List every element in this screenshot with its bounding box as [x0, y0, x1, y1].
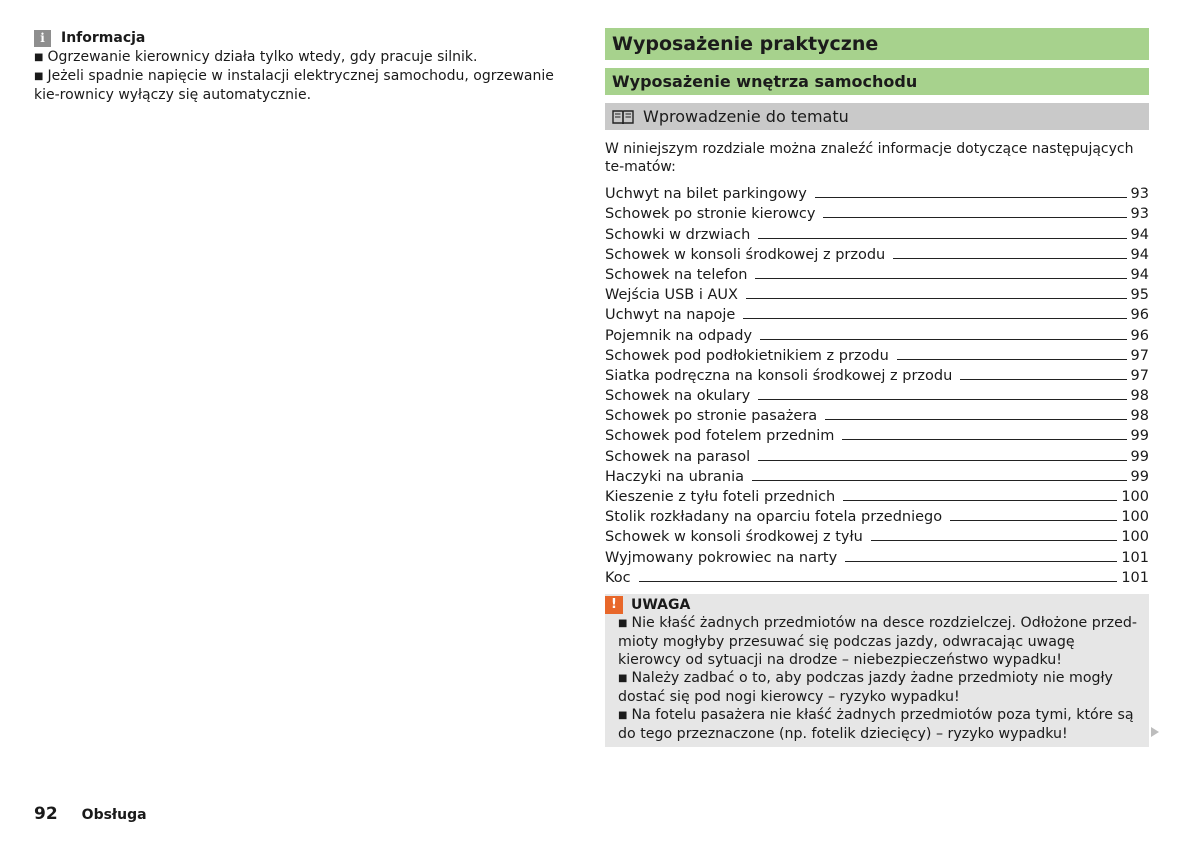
- bullet-icon: ■: [618, 617, 628, 629]
- toc-entry-title: Schowek na okulary: [605, 388, 751, 405]
- toc-entry[interactable]: [605, 525, 1149, 545]
- toc-entry[interactable]: [605, 505, 1149, 525]
- book-icon: [612, 109, 634, 125]
- warning-item: ■ Na fotelu pasażera nie kłaść żadnych przedmiotów poza tymi, które są do tego przeznaczone (np. fotelik dziecięcy) – ryzyko wypadku!: [618, 706, 1134, 742]
- toc-entry-title: Schowek w konsoli środkowej z przodu: [605, 246, 886, 263]
- bullet-icon: ■: [618, 672, 628, 684]
- info-icon: i: [34, 30, 51, 47]
- info-header: [34, 28, 574, 48]
- toc-entry-title: Uchwyt na bilet parkingowy: [605, 186, 807, 203]
- footer-section: Obsługa: [81, 807, 147, 823]
- warning-item: ■ Należy zadbać o to, aby podczas jazdy żadne przedmioty nie mogły dostać się pod nogi kierowcy – ryzyko wypadku!: [618, 669, 1113, 705]
- toc-leader-line: [815, 197, 1127, 198]
- toc-entry-title: Pojemnik na odpady: [605, 327, 753, 344]
- toc-entry[interactable]: [605, 283, 1149, 303]
- toc-leader-line: [845, 561, 1117, 562]
- toc-entry-title: Schowek pod podłokietnikiem z przodu: [605, 347, 889, 364]
- chapter-column: [605, 28, 1149, 747]
- toc-entry[interactable]: [605, 222, 1149, 242]
- next-page-arrow-icon[interactable]: [1151, 727, 1159, 737]
- toc-entry[interactable]: [605, 384, 1149, 404]
- toc-entry-page: 97: [1130, 347, 1149, 364]
- toc-entry-title: Schowki w drzwiach: [605, 226, 751, 243]
- toc-entry-title: Siatka podręczna na konsoli środkowej z przodu: [605, 367, 953, 384]
- info-title: Informacja: [61, 30, 146, 46]
- toc-entry-title: Stolik rozkładany na oparciu fotela przedniego: [605, 509, 943, 526]
- toc-leader-line: [843, 500, 1117, 501]
- toc-entry[interactable]: [605, 424, 1149, 444]
- toc-leader-line: [752, 480, 1127, 481]
- toc-leader-line: [760, 339, 1127, 340]
- toc-entry-page: 98: [1130, 408, 1149, 425]
- page-number: 92: [34, 804, 58, 824]
- toc-entry-title: Schowek na parasol: [605, 448, 751, 465]
- warning-body: [605, 614, 1137, 743]
- toc-entry-title: Schowek pod fotelem przednim: [605, 428, 835, 445]
- toc-entry-page: 99: [1130, 468, 1149, 485]
- toc-entry-page: 101: [1121, 569, 1149, 586]
- warning-box: [605, 594, 1149, 747]
- toc-entry-page: 93: [1130, 186, 1149, 203]
- bullet-icon: ■: [34, 52, 44, 63]
- toc-leader-line: [842, 439, 1126, 440]
- toc-entry-page: 100: [1121, 529, 1149, 546]
- toc-entry-page: 96: [1130, 307, 1149, 324]
- warning-item: ■ Nie kłaść żadnych przedmiotów na desce rozdzielczej. Odłożone przed-mioty mogłyby przesuwać się podczas jazdy, odwracając uwagę kierowcy od sytuacji na drodze – niebezpieczeństwo wypadku!: [618, 614, 1137, 668]
- toc-entry[interactable]: [605, 444, 1149, 464]
- toc-entry-page: 94: [1130, 226, 1149, 243]
- toc-entry-title: Schowek po stronie kierowcy: [605, 206, 816, 223]
- toc-leader-line: [758, 399, 1126, 400]
- toc-leader-line: [893, 258, 1126, 259]
- toc-leader-line: [743, 318, 1126, 319]
- chapter-heading: Wyposażenie praktyczne: [605, 28, 1149, 60]
- toc-entry-title: Schowek na telefon: [605, 266, 748, 283]
- bullet-icon: ■: [618, 709, 628, 721]
- toc-entry-title: Uchwyt na napoje: [605, 307, 736, 324]
- toc-entry-page: 100: [1121, 509, 1149, 526]
- info-block: [34, 28, 574, 104]
- page-footer: [34, 804, 147, 824]
- toc-entry[interactable]: [605, 344, 1149, 364]
- toc-leader-line: [825, 419, 1126, 420]
- toc-entry-page: 96: [1130, 327, 1149, 344]
- toc-leader-line: [758, 238, 1126, 239]
- toc-entry[interactable]: [605, 243, 1149, 263]
- toc-entry-page: 99: [1130, 448, 1149, 465]
- toc-entry[interactable]: [605, 485, 1149, 505]
- toc-leader-line: [950, 520, 1117, 521]
- toc-entry[interactable]: [605, 566, 1149, 586]
- toc-entry[interactable]: [605, 404, 1149, 424]
- warning-title: UWAGA: [631, 596, 691, 613]
- toc-leader-line: [897, 359, 1127, 360]
- toc-entry-page: 99: [1130, 428, 1149, 445]
- toc-entry[interactable]: [605, 303, 1149, 323]
- toc-entry-page: 101: [1121, 549, 1149, 566]
- toc-entry[interactable]: [605, 182, 1149, 202]
- toc-leader-line: [960, 379, 1126, 380]
- warning-header: [605, 596, 1137, 614]
- toc-entry-title: Wejścia USB i AUX: [605, 287, 738, 304]
- toc-leader-line: [758, 460, 1126, 461]
- toc-entry-page: 94: [1130, 246, 1149, 263]
- toc-entry-title: Koc: [605, 569, 631, 586]
- toc-leader-line: [639, 581, 1118, 582]
- section-heading: Wyposażenie wnętrza samochodu: [605, 68, 1149, 95]
- toc-leader-line: [755, 278, 1126, 279]
- toc-leader-line: [746, 298, 1127, 299]
- bullet-icon: ■: [34, 71, 44, 82]
- toc-leader-line: [871, 540, 1118, 541]
- warning-icon: !: [605, 596, 623, 614]
- intro-text: W niniejszym rozdziale można znaleźć informacje dotyczące następujących te-matów:: [605, 141, 1134, 175]
- toc-entry[interactable]: [605, 323, 1149, 343]
- info-item: ■ Ogrzewanie kierownicy działa tylko wtedy, gdy pracuje silnik.: [34, 49, 478, 65]
- toc-entry[interactable]: [605, 364, 1149, 384]
- toc-entry[interactable]: [605, 202, 1149, 222]
- toc-entry-page: 95: [1130, 287, 1149, 304]
- toc-entry-title: Schowek w konsoli środkowej z tyłu: [605, 529, 863, 546]
- toc-leader-line: [823, 217, 1126, 218]
- toc-entry-title: Kieszenie z tyłu foteli przednich: [605, 489, 836, 505]
- info-item: ■ Jeżeli spadnie napięcie w instalacji elektrycznej samochodu, ogrzewanie kie-rownicy wyłączy się automatycznie.: [34, 68, 554, 103]
- table-of-contents: [605, 182, 1149, 586]
- toc-entry-title: Schowek po stronie pasażera: [605, 408, 818, 425]
- toc-entry-page: 100: [1121, 489, 1149, 505]
- subsection-title: Wprowadzenie do tematu: [643, 107, 849, 126]
- toc-entry-page: 97: [1130, 367, 1149, 384]
- toc-entry-page: 94: [1130, 266, 1149, 283]
- toc-entry-page: 93: [1130, 206, 1149, 223]
- toc-entry[interactable]: [605, 545, 1149, 565]
- toc-entry-title: Wyjmowany pokrowiec na narty: [605, 549, 838, 566]
- toc-entry-title: Haczyki na ubrania: [605, 468, 745, 485]
- subsection-heading: [605, 103, 1149, 130]
- toc-entry-page: 98: [1130, 388, 1149, 405]
- toc-entry[interactable]: [605, 263, 1149, 283]
- toc-entry[interactable]: [605, 465, 1149, 485]
